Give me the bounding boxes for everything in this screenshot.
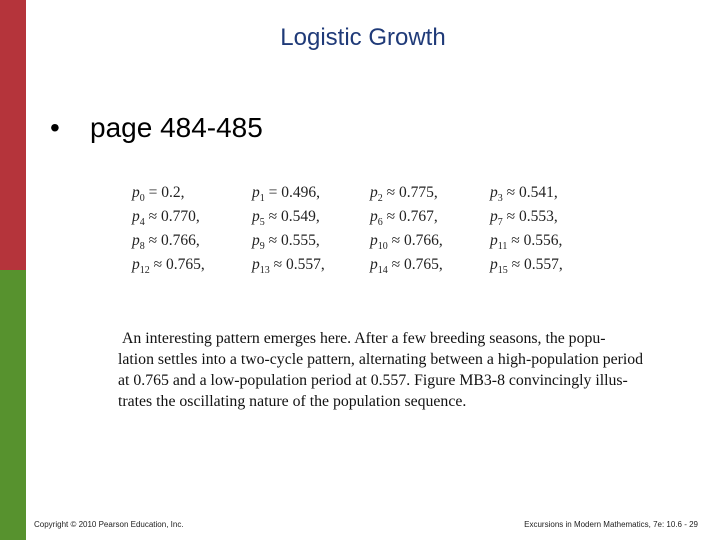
sequence-term: $p_2 \approx 0.775$, [370, 184, 438, 205]
sequence-term: $p_8 \approx 0.766$, [132, 232, 200, 253]
sequence-term: $p_5 \approx 0.549$, [252, 208, 320, 229]
sequence-term: $p_{10} \approx 0.766$, [370, 232, 443, 253]
slide-number-footer: Excursions in Modern Mathematics, 7e: 10.6 - 29 [524, 520, 698, 529]
sequence-row [132, 184, 602, 208]
sequence-term: $p_{13} \approx 0.557$, [252, 256, 325, 277]
sequence-term: $p_{11} \approx 0.556$, [490, 232, 563, 253]
sequence-term: $p_1 = 0.496$, [252, 184, 320, 205]
paragraph-line: trates the oscillating nature of the population sequence. [118, 393, 467, 410]
paragraph-line: An interesting pattern emerges here. After a few breeding seasons, the popu- [122, 330, 606, 347]
copyright-footer: Copyright © 2010 Pearson Education, Inc. [34, 520, 184, 529]
sequence-row [132, 232, 602, 256]
bullet-icon: • [50, 112, 60, 143]
sequence-term: $p_{12} \approx 0.765$, [132, 256, 205, 277]
sequence-term: $p_9 \approx 0.555$, [252, 232, 320, 253]
sequence-term: $p_{15} \approx 0.557$, [490, 256, 563, 277]
sequence-term: $p_7 \approx 0.553$, [490, 208, 558, 229]
sequence-term: $p_6 \approx 0.767$, [370, 208, 438, 229]
paragraph-line: lation settles into a two-cycle pattern, alternating between a high-population period [118, 351, 644, 368]
sequence-term: $p_3 \approx 0.541$, [490, 184, 558, 205]
sequence-row [132, 208, 602, 232]
accent-bar-green [0, 270, 26, 540]
bullet-text: page 484-485 [90, 112, 263, 143]
sequence-row [132, 256, 602, 280]
sequence-term: $p_{14} \approx 0.765$, [370, 256, 443, 277]
paragraph-line: at 0.765 and a low-population period at 0.557. Figure MB3-8 convincingly illus- [118, 372, 628, 389]
sequence-term: $p_0 = 0.2$, [132, 184, 185, 205]
sequence-term: $p_4 \approx 0.770$, [132, 208, 200, 229]
bullet-item [50, 112, 263, 144]
accent-bar-red [0, 0, 26, 270]
slide-title: Logistic Growth [280, 24, 446, 51]
explanation-paragraph [118, 328, 674, 412]
population-sequence-table [132, 184, 602, 280]
